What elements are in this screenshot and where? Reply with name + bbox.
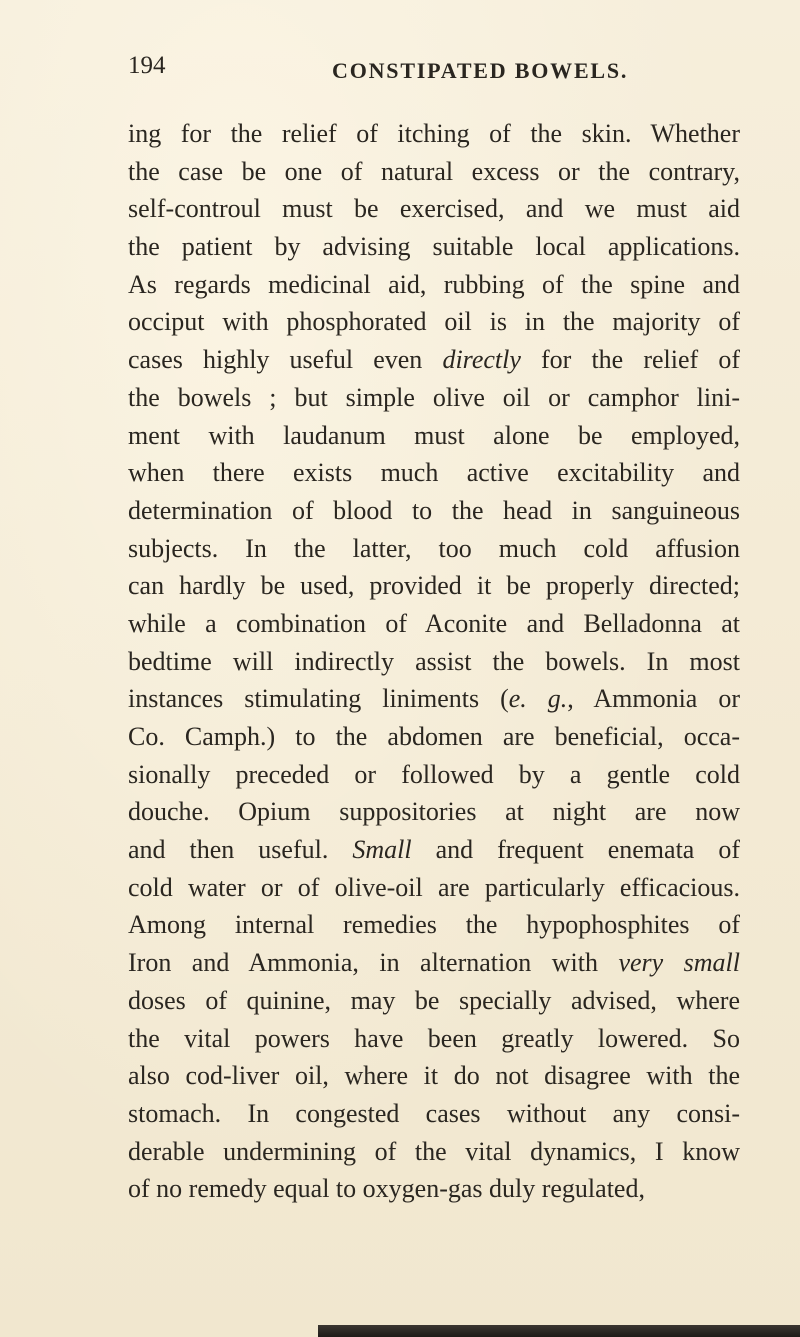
text-run: stomach. In congested cases without any consi- (128, 1098, 740, 1128)
text-run: when there exists much active excitability and (128, 458, 740, 488)
text-run: bedtime will indirectly assist the bowels. In most (128, 646, 740, 676)
text-line (128, 1020, 740, 1058)
text-run: derable undermining of the vital dynamics, I know (128, 1136, 740, 1166)
text-run: sionally preceded or followed by a gentle cold (128, 759, 740, 789)
text-run: determination of blood to the head in sanguineous (128, 495, 740, 525)
text-line (128, 190, 740, 228)
text-line (128, 153, 740, 191)
running-head (128, 52, 738, 88)
text-run: As regards medicinal aid, rubbing of the spine and (128, 269, 740, 299)
text-line (128, 831, 740, 869)
text-run: the patient by advising suitable local applications. (128, 232, 740, 262)
text-line (128, 228, 740, 266)
text-run: Iron and Ammonia, in alternation with (128, 948, 619, 978)
text-run: cases highly useful even (128, 345, 443, 375)
emphasis-text: very small (618, 948, 740, 978)
text-run: and then useful. (128, 835, 353, 865)
text-run: subjects. In the latter, too much cold affusion (128, 533, 740, 563)
text-line (128, 492, 740, 530)
text-line (128, 869, 740, 907)
text-run: for the relief of (520, 345, 740, 375)
text-line (128, 567, 740, 605)
text-line (128, 530, 740, 568)
emphasis-text: directly (442, 345, 521, 375)
text-run: the bowels ; but simple olive oil or camphor lini- (128, 382, 740, 412)
text-run: Among internal remedies the hypophosphites of (128, 910, 740, 940)
text-line (128, 266, 740, 304)
text-line (128, 303, 740, 341)
text-line (128, 1170, 740, 1208)
text-line (128, 643, 740, 681)
text-run: ing for the relief of itching of the skin. Whether (128, 119, 740, 148)
text-run: the case be one of natural excess or the contrary, (128, 156, 740, 186)
text-line (128, 906, 740, 944)
text-run: the vital powers have been greatly lowered. So (128, 1023, 740, 1053)
text-line (128, 379, 740, 417)
text-run: , Ammonia or (567, 684, 740, 714)
text-run: occiput with phosphorated oil is in the majority of (128, 307, 740, 337)
text-run: of no remedy equal to oxygen-gas duly regulated, (128, 1174, 645, 1204)
text-line (128, 341, 740, 379)
text-run: can hardly be used, provided it be properly directed; (128, 571, 740, 601)
emphasis-text: Small (352, 835, 412, 865)
text-run: ment with laudanum must alone be employed, (128, 420, 740, 450)
text-line (128, 1133, 740, 1171)
text-line (128, 1095, 740, 1133)
body-text (128, 115, 740, 1208)
text-line (128, 982, 740, 1020)
text-line (128, 793, 740, 831)
text-line (128, 680, 740, 718)
text-run: self-controul must be exercised, and we must aid (128, 194, 740, 224)
text-line (128, 605, 740, 643)
text-line (128, 944, 740, 982)
text-line (128, 454, 740, 492)
text-run: doses of quinine, may be specially advised, where (128, 985, 740, 1015)
text-run: douche. Opium suppositories at night are now (128, 797, 740, 827)
running-title: CONSTIPATED BOWELS. (332, 58, 629, 83)
text-run: cold water or of olive-oil are particularly efficacious. (128, 872, 740, 902)
text-line (128, 1057, 740, 1095)
text-run: while a combination of Aconite and Belladonna at (128, 608, 740, 638)
text-line (128, 115, 740, 153)
text-run: also cod-liver oil, where it do not disagree with the (128, 1061, 740, 1091)
text-run: and frequent enemata of (411, 835, 740, 865)
text-line (128, 718, 740, 756)
text-line (128, 756, 740, 794)
page-number: 194 (128, 52, 166, 79)
emphasis-text: e. g. (508, 684, 568, 714)
text-run: Co. Camph.) to the abdomen are beneficial, occa- (128, 722, 740, 751)
text-run: instances stimulating liniments ( (128, 684, 509, 714)
text-line (128, 417, 740, 455)
page-edge-shadow (318, 1325, 800, 1337)
